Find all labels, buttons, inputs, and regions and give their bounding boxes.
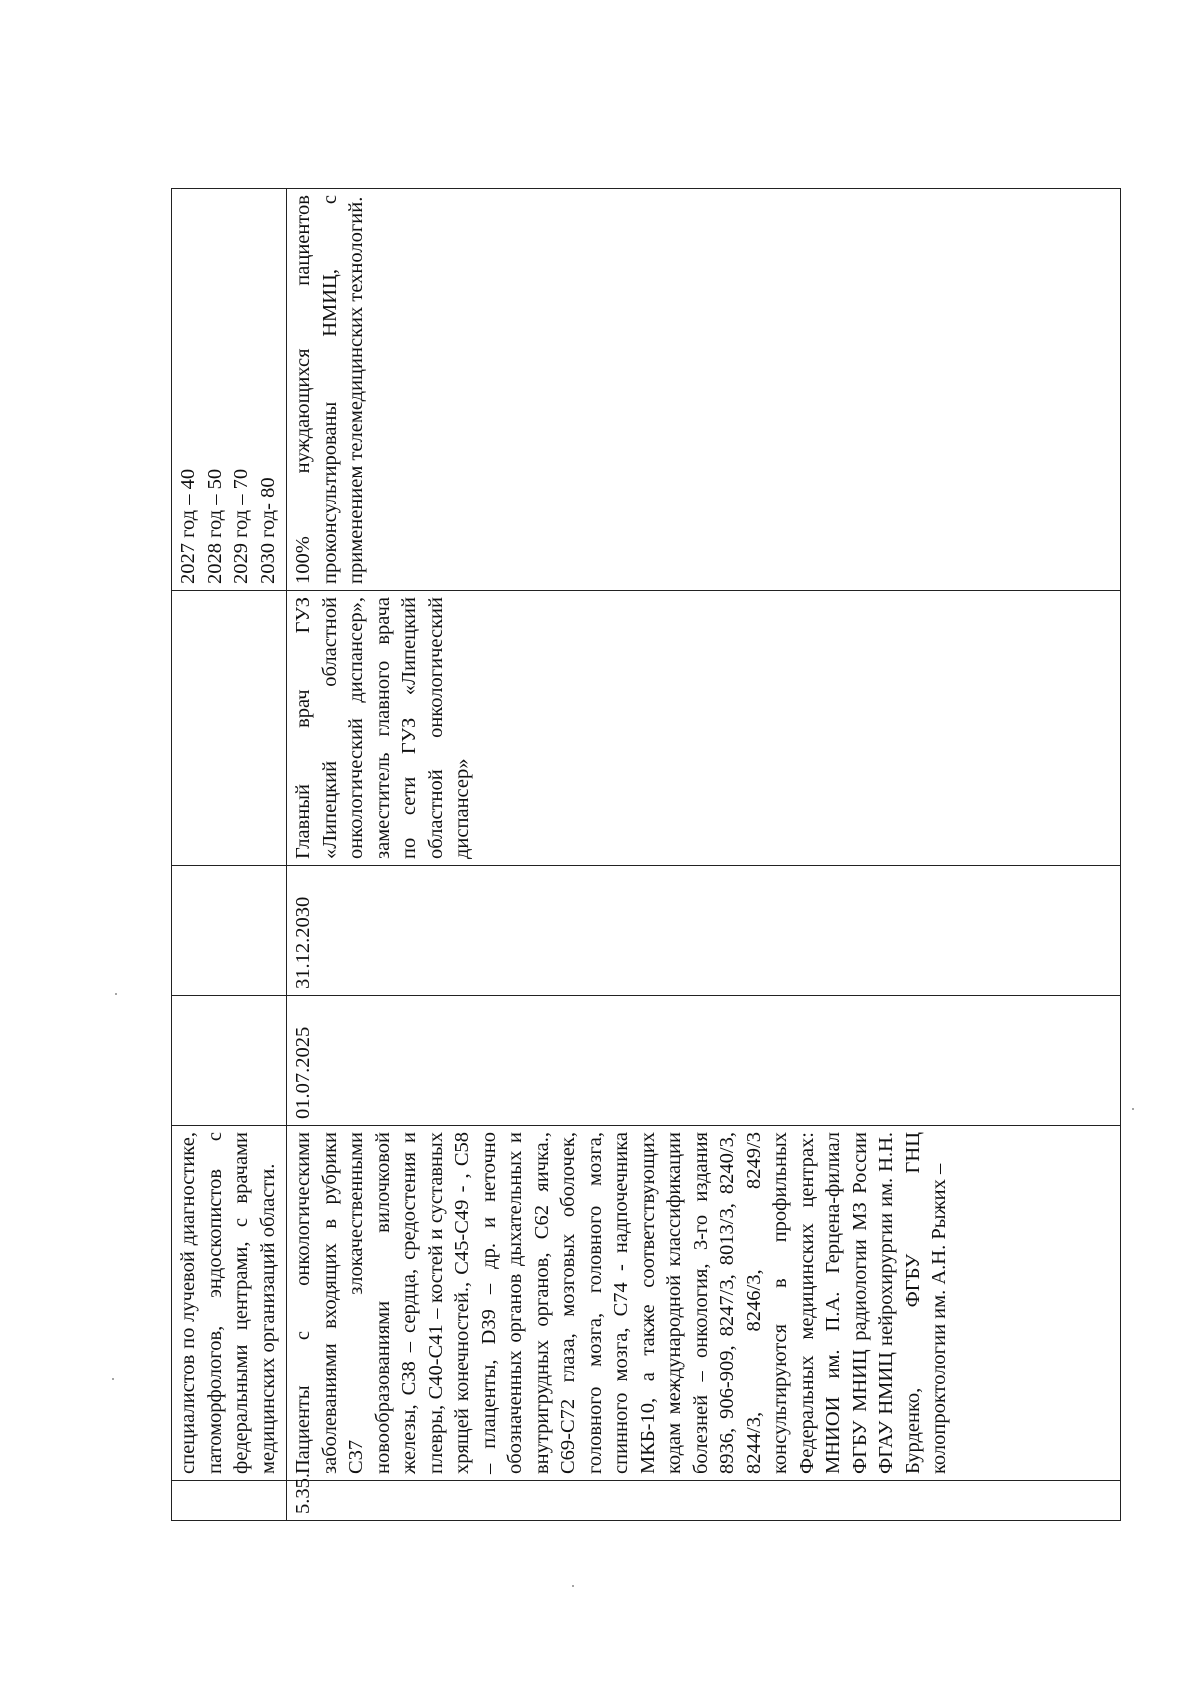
expected-result-cell: 100% нуждающихся пациентов проконсультированы НМИЦ, с применением телемедицинских технологий. (287, 189, 1121, 591)
scan-speck (112, 1378, 114, 1380)
scan-speck (572, 1585, 574, 1587)
start-date-cell: 01.07.2025 (287, 996, 1121, 1126)
row-number-cell (172, 1481, 287, 1521)
plan-table (171, 188, 1121, 1521)
row-number-cell: 5.35. (287, 1481, 1121, 1521)
responsible-cell: Главный врач ГУЗ «Липецкий областной онкологический диспансер», заместитель главного врача по сети ГУЗ «Липецкий областной онкологический диспансер» (287, 591, 1121, 866)
start-date-cell (172, 996, 287, 1126)
end-date-cell (172, 866, 287, 996)
scan-speck (115, 993, 117, 995)
measure-description-cell: специалистов по лучевой диагностике, патоморфологов, эндоскопистов с федеральными центрами, с врачами медицинских организаций области. (172, 1126, 287, 1481)
measure-description-cell: Пациенты с онкологическими заболеваниями входящих в рубрики С37 злокачественными новообразованиями вилочковой железы, С38 – сердца, средостения и плевры, С40-С41 – костей и суставных хрящей конечностей., С45-С49 - , С58 – плаценты, D39 – др. и неточно обозначенных органов дыхательных и внутригрудных органов, С62 яичка., С69-С72 глаза, мозговых оболочек, головного мозга, головного мозга, спинного мозга, С74 - надпочечника МКБ-10, а также соответствующих кодам международной классификации болезней – онкология, 3-го издания 8936, 906-909, 8247/3, 8013/3, 8240/3, 8244/3, 8246/3, 8249/3 консультируются в профильных Федеральных медицинских центрах: МНИОИ им. П.А. Герцена-филиал ФГБУ МНИЦ радиологии МЗ России ФГАУ НМИЦ нейрохирургии им. Н.Н. Бурденко, ФГБУ ГНЦ колопроктологии им. А.Н. Рыжих – (287, 1126, 1121, 1481)
table-row (172, 189, 287, 1521)
responsible-cell (172, 591, 287, 866)
table-row (287, 189, 1121, 1521)
scan-speck (1132, 1108, 1134, 1110)
end-date-cell: 31.12.2030 (287, 866, 1121, 996)
expected-result-cell: 2027 год – 40 2028 год – 50 2029 год – 70 2030 год- 80 (172, 189, 287, 591)
rotated-table-page (171, 189, 1121, 1521)
